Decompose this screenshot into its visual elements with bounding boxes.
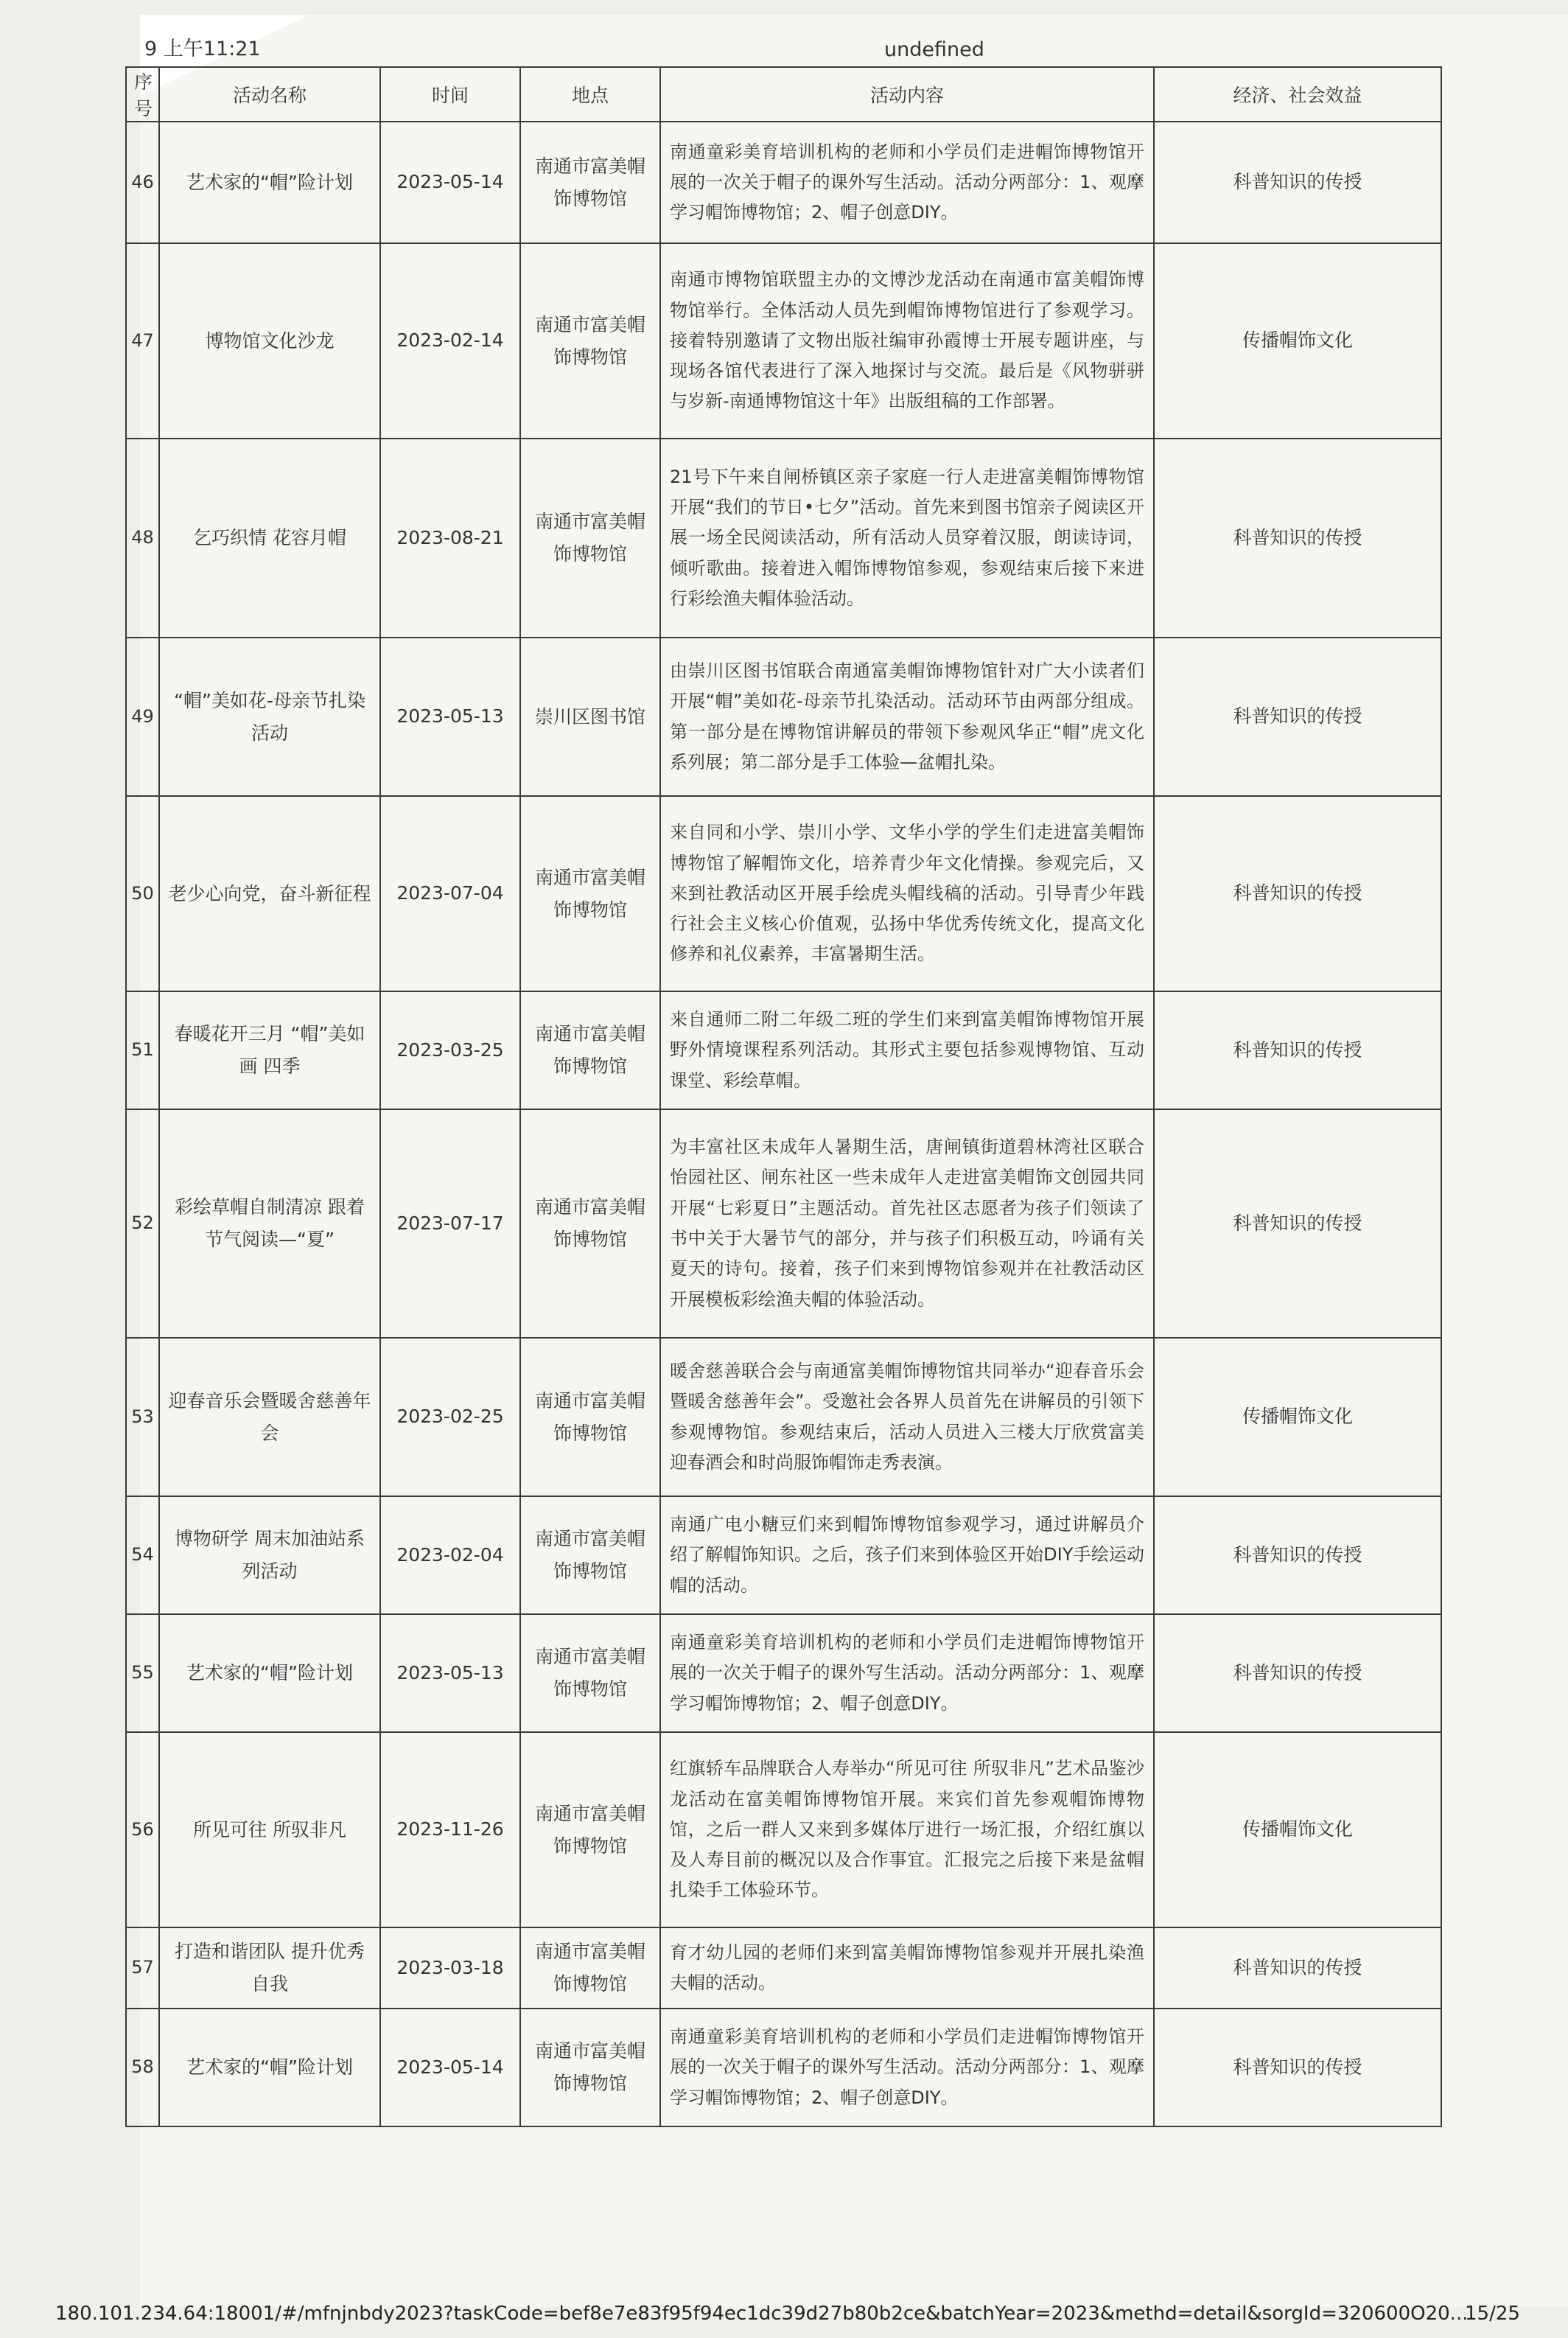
table-row <box>126 1927 1441 2009</box>
row-seq: 57 <box>126 1927 159 2009</box>
table-body <box>126 122 1441 2126</box>
activity-date: 2023-03-18 <box>380 1927 520 2009</box>
activity-content: 暖舍慈善联合会与南通富美帽饰博物馆共同举办“迎春音乐会暨暖舍慈善年会”。受邀社会各界人员首先在讲解员的引领下参观博物馆。参观结束后，活动人员进入三楼大厅欣赏富美迎春酒会和时尚服饰帽饰走秀表演。 <box>660 1338 1154 1496</box>
activity-name: 艺术家的“帽”险计划 <box>159 2009 380 2126</box>
activity-place: 南通市富美帽饰博物馆 <box>520 991 660 1109</box>
header-benefit: 经济、社会效益 <box>1154 67 1441 122</box>
row-seq: 47 <box>126 243 159 439</box>
activity-name: 博物馆文化沙龙 <box>159 243 380 439</box>
activity-place: 南通市富美帽饰博物馆 <box>520 1496 660 1614</box>
row-seq: 49 <box>126 638 159 796</box>
row-seq: 51 <box>126 991 159 1109</box>
activity-name: 博物研学 周末加油站系列活动 <box>159 1496 380 1614</box>
page-url: 180.101.234.64:18001/#/mfnjnbdy2023?taskCode=bef8e7e83f95f94ec1dc39d27b80b2ce&batchYear=2023&methd=detail&sorgId=320600O20... <box>55 2303 1469 2325</box>
activity-date: 2023-05-13 <box>380 1614 520 1732</box>
header-place: 地点 <box>520 67 660 122</box>
activity-content: 南通童彩美育培训机构的老师和小学员们走进帽饰博物馆开展的一次关于帽子的课外写生活动。活动分两部分：1、观摩学习帽饰博物馆；2、帽子创意DIY。 <box>660 1614 1154 1732</box>
activity-date: 2023-05-14 <box>380 122 520 243</box>
header-seq: 序号 <box>126 67 159 122</box>
activity-date: 2023-02-14 <box>380 243 520 439</box>
activity-name: 迎春音乐会暨暖舍慈善年会 <box>159 1338 380 1496</box>
activity-content: 南通市博物馆联盟主办的文博沙龙活动在南通市富美帽饰博物馆举行。全体活动人员先到帽饰博物馆进行了参观学习。接着特别邀请了文物出版社编审孙霞博士开展专题讲座，与现场各馆代表进行了深入地探讨与交流。最后是《风物骈骈与岁新-南通博物馆这十年》出版组稿的工作部署。 <box>660 243 1154 439</box>
activity-benefit: 科普知识的传授 <box>1154 1614 1441 1732</box>
table-row <box>126 439 1441 638</box>
activity-benefit: 科普知识的传授 <box>1154 439 1441 638</box>
table-row <box>126 991 1441 1109</box>
activity-content: 南通童彩美育培训机构的老师和小学员们走进帽饰博物馆开展的一次关于帽子的课外写生活动。活动分两部分：1、观摩学习帽饰博物馆；2、帽子创意DIY。 <box>660 2009 1154 2126</box>
row-seq: 50 <box>126 796 159 991</box>
row-seq: 48 <box>126 439 159 638</box>
header-content: 活动内容 <box>660 67 1154 122</box>
row-seq: 53 <box>126 1338 159 1496</box>
activity-content: 来自通师二附二年级二班的学生们来到富美帽饰博物馆开展野外情境课程系列活动。其形式主要包括参观博物馆、互动课堂、彩绘草帽。 <box>660 991 1154 1109</box>
activity-benefit: 科普知识的传授 <box>1154 1109 1441 1338</box>
row-seq: 56 <box>126 1732 159 1927</box>
table-row <box>126 1614 1441 1732</box>
activity-content: 由崇川区图书馆联合南通富美帽饰博物馆针对广大小读者们开展“帽”美如花-母亲节扎染活动。活动环节由两部分组成。第一部分是在博物馆讲解员的带领下参观风华正“帽”虎文化系列展；第二部分是手工体验—盆帽扎染。 <box>660 638 1154 796</box>
activity-place: 南通市富美帽饰博物馆 <box>520 1338 660 1496</box>
table-row <box>126 1109 1441 1338</box>
table-row <box>126 1732 1441 1927</box>
activity-content: 南通童彩美育培训机构的老师和小学员们走进帽饰博物馆开展的一次关于帽子的课外写生活动。活动分两部分：1、观摩学习帽饰博物馆；2、帽子创意DIY。 <box>660 122 1154 243</box>
activity-date: 2023-02-04 <box>380 1496 520 1614</box>
table-row <box>126 243 1441 439</box>
activity-content: 21号下午来自闸桥镇区亲子家庭一行人走进富美帽饰博物馆开展“我们的节日•七夕”活动。首先来到图书馆亲子阅读区开展一场全民阅读活动，所有活动人员穿着汉服，朗读诗词，倾听歌曲。接着进入帽饰博物馆参观，参观结束后接下来进行彩绘渔夫帽体验活动。 <box>660 439 1154 638</box>
activity-benefit: 科普知识的传授 <box>1154 122 1441 243</box>
activity-name: “帽”美如花-母亲节扎染活动 <box>159 638 380 796</box>
activity-name: 艺术家的“帽”险计划 <box>159 1614 380 1732</box>
activity-benefit: 科普知识的传授 <box>1154 638 1441 796</box>
activity-benefit: 科普知识的传授 <box>1154 1927 1441 2009</box>
table-row <box>126 796 1441 991</box>
activity-table <box>125 66 1442 2127</box>
activity-benefit: 科普知识的传授 <box>1154 991 1441 1109</box>
activity-content: 来自同和小学、崇川小学、文华小学的学生们走进富美帽饰博物馆了解帽饰文化，培养青少年文化情操。参观完后，又来到社教活动区开展手绘虎头帽线稿的活动。引导青少年践行社会主义核心价值观，弘扬中华优秀传统文化，提高文化修养和礼仪素养，丰富暑期生活。 <box>660 796 1154 991</box>
activity-place: 南通市富美帽饰博物馆 <box>520 1732 660 1927</box>
activity-place: 南通市富美帽饰博物馆 <box>520 243 660 439</box>
activity-place: 南通市富美帽饰博物馆 <box>520 1109 660 1338</box>
activity-date: 2023-05-14 <box>380 2009 520 2126</box>
page-number: 15/25 <box>1465 2303 1520 2325</box>
activity-date: 2023-03-25 <box>380 991 520 1109</box>
row-seq: 58 <box>126 2009 159 2126</box>
activity-content: 南通广电小糖豆们来到帽饰博物馆参观学习，通过讲解员介绍了解帽饰知识。之后，孩子们来到体验区开始DIY手绘运动帽的活动。 <box>660 1496 1154 1614</box>
activity-name: 艺术家的“帽”险计划 <box>159 122 380 243</box>
activity-date: 2023-08-21 <box>380 439 520 638</box>
table-row <box>126 1496 1441 1614</box>
activity-name: 打造和谐团队 提升优秀自我 <box>159 1927 380 2009</box>
row-seq: 46 <box>126 122 159 243</box>
activity-place: 南通市富美帽饰博物馆 <box>520 439 660 638</box>
activity-date: 2023-11-26 <box>380 1732 520 1927</box>
activity-place: 南通市富美帽饰博物馆 <box>520 122 660 243</box>
row-seq: 54 <box>126 1496 159 1614</box>
activity-name: 老少心向党，奋斗新征程 <box>159 796 380 991</box>
activity-content: 为丰富社区未成年人暑期生活，唐闸镇街道碧林湾社区联合怡园社区、闸东社区一些未成年人走进富美帽饰文创园共同开展“七彩夏日”主题活动。首先社区志愿者为孩子们领读了书中关于大暑节气的部分，并与孩子们积极互动，吟诵有关夏天的诗句。接着，孩子们来到博物馆参观并在社教活动区开展模板彩绘渔夫帽的体验活动。 <box>660 1109 1154 1338</box>
activity-place: 南通市富美帽饰博物馆 <box>520 2009 660 2126</box>
activity-benefit: 科普知识的传授 <box>1154 796 1441 991</box>
table-row <box>126 638 1441 796</box>
activity-name: 彩绘草帽自制清凉 跟着节气阅读—“夏” <box>159 1109 380 1338</box>
table-row <box>126 122 1441 243</box>
row-seq: 55 <box>126 1614 159 1732</box>
print-header-title: undefined <box>884 38 984 61</box>
activity-content: 育才幼儿园的老师们来到富美帽饰博物馆参观并开展扎染渔夫帽的活动。 <box>660 1927 1154 2009</box>
activity-content: 红旗轿车品牌联合人寿举办“所见可往 所驭非凡”艺术品鉴沙龙活动在富美帽饰博物馆开展。来宾们首先参观帽饰博物馆，之后一群人又来到多媒体厅进行一场汇报，介绍红旗以及人寿目前的概况以及合作事宜。汇报完之后接下来是盆帽扎染手工体验环节。 <box>660 1732 1154 1927</box>
table-header-row <box>126 67 1441 122</box>
header-name: 活动名称 <box>159 67 380 122</box>
activity-benefit: 传播帽饰文化 <box>1154 243 1441 439</box>
activity-benefit: 传播帽饰文化 <box>1154 1338 1441 1496</box>
activity-place: 南通市富美帽饰博物馆 <box>520 1614 660 1732</box>
print-timestamp: 9 上午11:21 <box>144 38 261 60</box>
table-row <box>126 1338 1441 1496</box>
activity-date: 2023-07-17 <box>380 1109 520 1338</box>
row-seq: 52 <box>126 1109 159 1338</box>
header-date: 时间 <box>380 67 520 122</box>
activity-date: 2023-05-13 <box>380 638 520 796</box>
activity-benefit: 科普知识的传授 <box>1154 2009 1441 2126</box>
activity-benefit: 科普知识的传授 <box>1154 1496 1441 1614</box>
activity-name: 春暖花开三月 “帽”美如画 四季 <box>159 991 380 1109</box>
activity-place: 南通市富美帽饰博物馆 <box>520 1927 660 2009</box>
activity-place: 南通市富美帽饰博物馆 <box>520 796 660 991</box>
activity-place: 崇川区图书馆 <box>520 638 660 796</box>
activity-name: 乞巧织情 花容月帽 <box>159 439 380 638</box>
activity-date: 2023-02-25 <box>380 1338 520 1496</box>
activity-date: 2023-07-04 <box>380 796 520 991</box>
activity-benefit: 传播帽饰文化 <box>1154 1732 1441 1927</box>
activity-name: 所见可往 所驭非凡 <box>159 1732 380 1927</box>
table-row <box>126 2009 1441 2126</box>
